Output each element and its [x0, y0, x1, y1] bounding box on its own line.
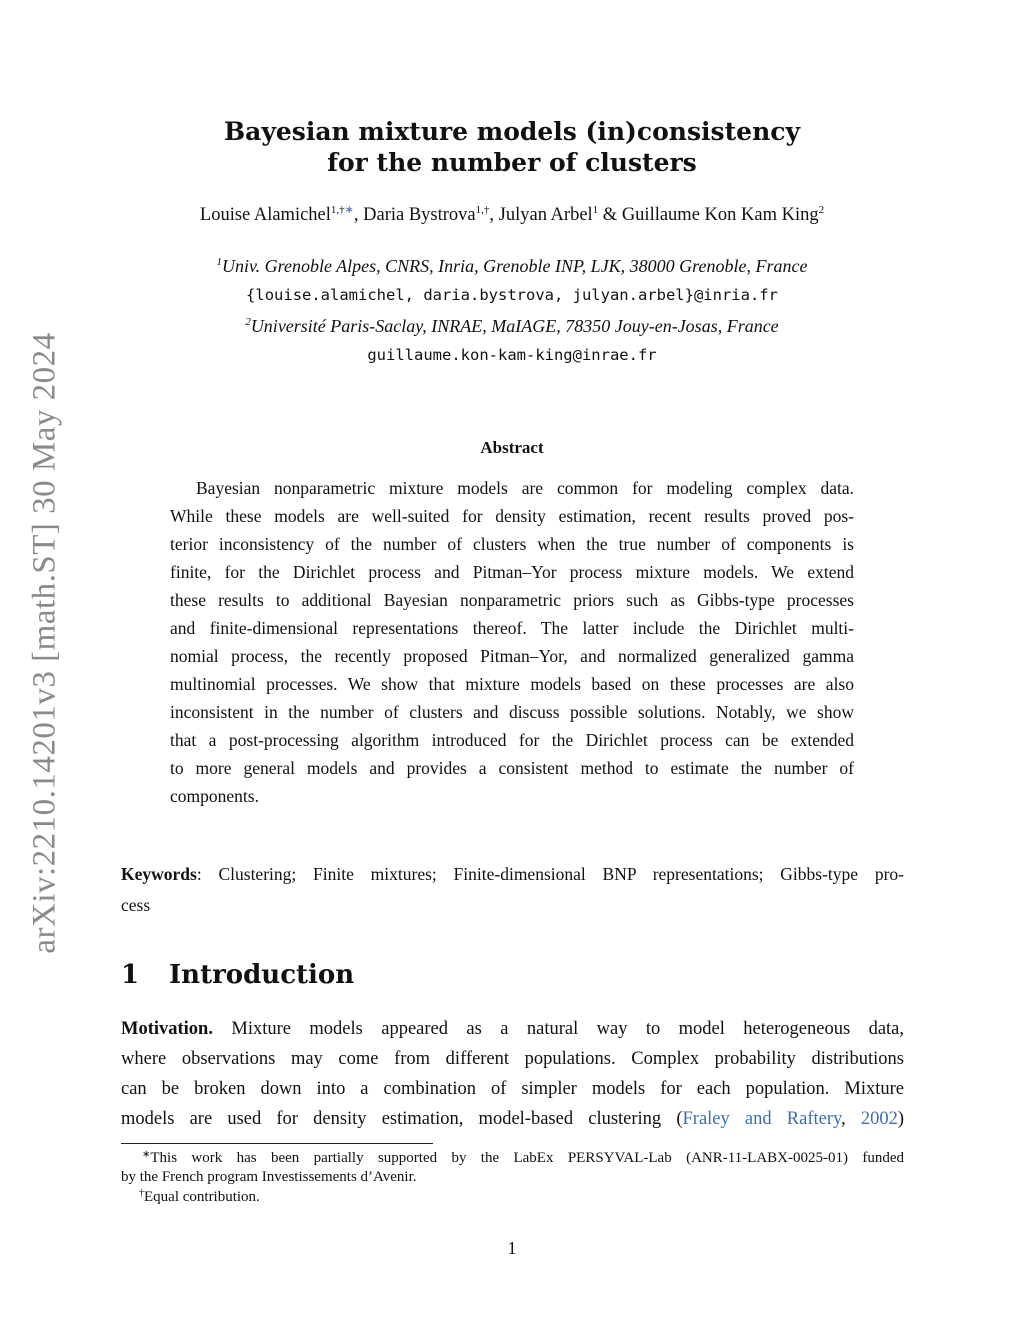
abstract-line: components. — [170, 786, 259, 806]
intro-line-3: can be broken down into a combination of simpler models for each population. Mixture — [121, 1079, 904, 1099]
intro-text: ) — [897, 1109, 905, 1129]
intro-text: Mixture models appeared as a natural way to model heterogeneous data, — [212, 1019, 904, 1039]
keywords-text: : Clustering; Finite mixtures; Finite-dimensional BNP representations; Gibbs-type pro- — [196, 864, 904, 884]
citation-separator: , — [841, 1109, 861, 1129]
author-affil-mark: 2 — [818, 204, 825, 216]
abstract-line: finite, for the Dirichlet process and Pitman–Yor process mixture models. We extend — [170, 562, 854, 582]
arxiv-id: arXiv:2210.14201v3 [math.ST] 30 May 2024 — [26, 331, 63, 954]
citation-link-year[interactable]: 2002 — [860, 1109, 898, 1129]
footnote-mark: † — [139, 1188, 144, 1199]
affiliation-2-email: guillaume.kon-kam-king@inrae.fr — [367, 346, 657, 364]
page-number: 1 — [507, 1238, 517, 1258]
author-affil-mark: 1,† — [475, 204, 490, 216]
abstract-line: Bayesian nonparametric mixture models are common for modeling complex data. — [196, 478, 854, 498]
intro-text: models are used for density estimation, model-based clustering ( — [121, 1109, 683, 1129]
abstract-line: multinomial processes. We show that mixture models based on these processes are also — [170, 674, 854, 694]
intro-line-2: where observations may come from different populations. Complex probability distributions — [121, 1049, 904, 1069]
abstract-line: these results to additional Bayesian nonparametric priors such as Gibbs-type processes — [170, 590, 854, 610]
section-number: 1 — [121, 960, 140, 990]
author-separator: & — [598, 205, 622, 225]
footnote-text: This work has been partially supported by the LabEx PERSYVAL-Lab (ANR-11-LABX-0025-01) funded — [150, 1150, 904, 1166]
affiliation-text: Université Paris-Saclay, INRAE, MaIAGE, 78350 Jouy-en-Josas, France — [250, 316, 779, 336]
author-name: Guillaume Kon Kam King — [621, 205, 819, 225]
abstract-line: to more general models and provides a consistent method to estimate the number of — [170, 758, 854, 778]
affiliation-mark: 2 — [245, 316, 251, 328]
affiliation-2 — [0, 316, 1024, 337]
footnote-mark: ∗ — [142, 1149, 151, 1160]
intro-line-1 — [121, 1018, 904, 1040]
abstract-heading: Abstract — [480, 438, 544, 457]
section-title: Introduction — [169, 960, 355, 990]
affiliation-1 — [0, 256, 1024, 277]
author-name: Louise Alamichel — [199, 205, 331, 225]
author-name: Julyan Arbel — [498, 205, 593, 225]
keywords-label: Keywords — [121, 864, 197, 884]
affiliation-1-email: {louise.alamichel, daria.bystrova, julyan.arbel}@inria.fr — [246, 286, 778, 304]
footnote-1-line-2: by the French program Investissements d’Avenir. — [121, 1169, 417, 1185]
paper-title-line-1: Bayesian mixture models (in)consistency — [224, 117, 800, 146]
author-name: Daria Bystrova — [363, 205, 476, 225]
affiliation-mark: 1 — [216, 256, 223, 268]
abstract-line: While these models are well-suited for density estimation, recent results proved pos- — [170, 506, 854, 526]
intro-line-4 — [121, 1108, 904, 1130]
abstract-line: that a post-processing algorithm introduced for the Dirichlet process can be extended — [170, 730, 854, 750]
abstract-line: inconsistent in the number of clusters and discuss possible solutions. Notably, we show — [170, 702, 854, 722]
keywords-line-1 — [121, 864, 904, 884]
footnote-2 — [139, 1188, 922, 1206]
abstract-line: terior inconsistency of the number of clusters when the true number of components is — [170, 534, 854, 554]
arxiv-sidebar-stamp — [18, 330, 72, 955]
footnote-link-mark[interactable]: ∗ — [344, 204, 354, 216]
paragraph-run-in: Motivation. — [121, 1019, 213, 1039]
section-heading — [121, 960, 354, 990]
footnote-rule — [121, 1143, 433, 1144]
abstract-line: nomial process, the recently proposed Pitman–Yor, and normalized generalized gamma — [170, 646, 854, 666]
author-separator: , — [353, 205, 364, 225]
paper-title-line-2: for the number of clusters — [327, 148, 697, 177]
author-list — [0, 205, 1024, 226]
author-separator: , — [489, 205, 499, 225]
author-affil-mark: 1,† — [330, 204, 345, 216]
abstract-line: and finite-dimensional representations thereof. The latter include the Dirichlet multi- — [170, 618, 854, 638]
footnote-text: Equal contribution. — [144, 1189, 260, 1205]
keywords-line-2: cess — [121, 895, 151, 915]
citation-link-authors[interactable]: Fraley and Raftery — [682, 1109, 842, 1129]
affiliation-text: Univ. Grenoble Alpes, CNRS, Inria, Grenoble INP, LJK, 38000 Grenoble, France — [222, 256, 808, 276]
author-affil-mark: 1 — [592, 204, 599, 216]
footnote-1-line-1 — [142, 1149, 904, 1167]
